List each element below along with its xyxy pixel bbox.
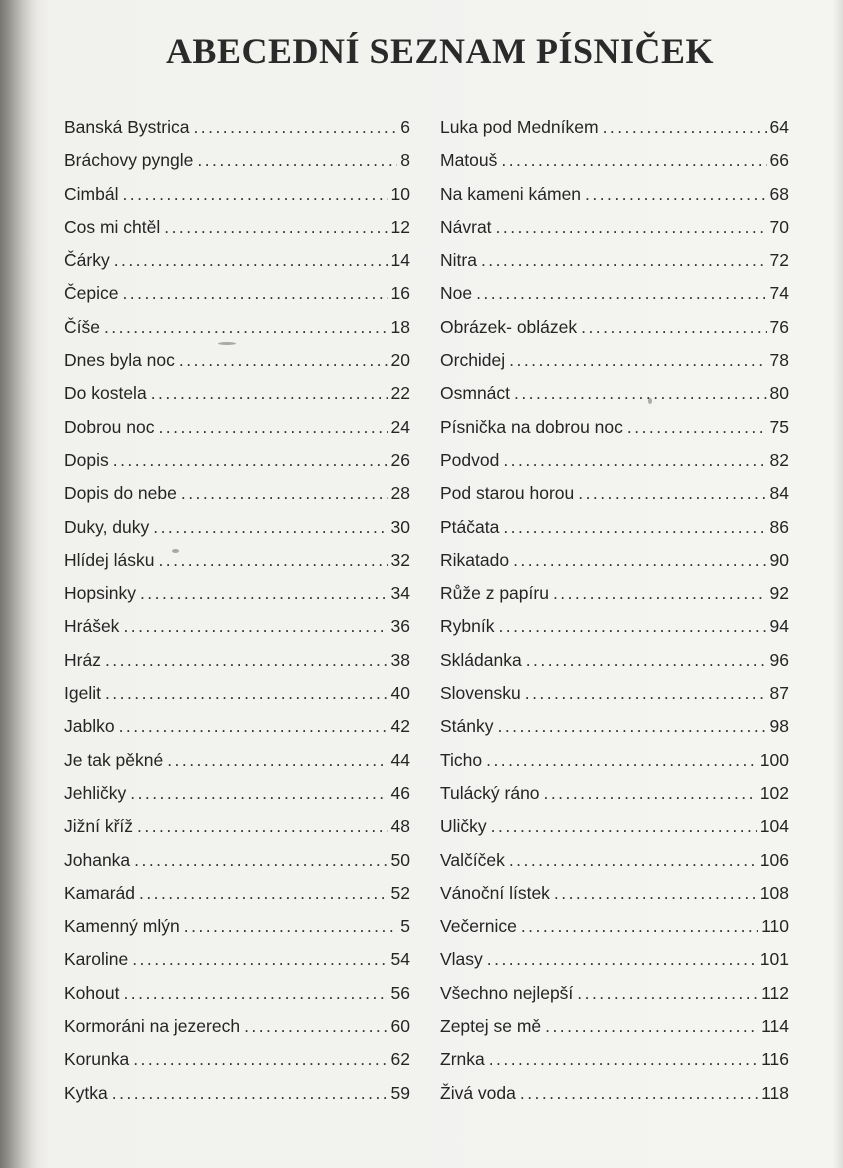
index-entry <box>64 383 410 416</box>
index-entry <box>64 483 410 516</box>
index-entry <box>440 816 789 849</box>
song-title: Banská Bystrica <box>64 117 190 137</box>
paper-speck <box>172 549 179 553</box>
page-number: 10 <box>390 183 410 204</box>
page-title: ABECEDNÍ SEZNAM PÍSNIČEK <box>165 31 715 71</box>
dot-leader <box>105 683 388 704</box>
page-number: 78 <box>769 350 789 371</box>
page-number: 48 <box>390 816 410 837</box>
dot-leader <box>585 184 766 205</box>
page-number: 8 <box>400 150 410 171</box>
song-title: Skládanka <box>440 649 522 670</box>
page-number: 64 <box>769 117 789 137</box>
dot-leader <box>123 983 387 1004</box>
song-title: Kytka <box>64 1082 108 1103</box>
index-entry <box>440 117 789 150</box>
page-number: 52 <box>390 882 410 903</box>
page-number: 72 <box>769 250 789 271</box>
song-title: Dnes byla noc <box>64 350 175 371</box>
song-title: Luka pod Medníkem <box>440 117 599 137</box>
song-title: Ptáčata <box>440 516 500 537</box>
song-title: Jehličky <box>64 782 127 803</box>
index-entry <box>64 983 410 1016</box>
dot-leader <box>489 1049 758 1070</box>
index-entry <box>64 816 410 849</box>
index-entry <box>64 916 410 949</box>
page-number: 26 <box>390 449 410 470</box>
song-title: Vlasy <box>440 949 483 970</box>
dot-leader <box>132 949 387 970</box>
dot-leader <box>153 517 387 538</box>
song-title: Kamarád <box>64 882 136 903</box>
page-number: 36 <box>390 616 410 637</box>
song-title: Rikatado <box>440 549 510 570</box>
index-entry <box>440 383 789 416</box>
song-title: Kohout <box>64 982 120 1003</box>
page-number: 76 <box>769 316 789 337</box>
song-title: Karoline <box>64 949 129 970</box>
song-title: Ticho <box>440 749 483 770</box>
index-entry <box>64 450 410 483</box>
page-number: 94 <box>769 616 789 637</box>
index-entry <box>64 883 410 916</box>
index-entry <box>440 450 789 483</box>
page-edge <box>833 0 843 1168</box>
song-title: Vánoční lístek <box>440 882 550 903</box>
index-entry <box>64 150 410 183</box>
index-entry <box>64 1016 410 1049</box>
dot-leader <box>577 983 758 1004</box>
page-number: 106 <box>759 849 789 870</box>
index-entry <box>64 650 410 683</box>
song-title: Podvod <box>440 449 500 470</box>
song-title: Dopis <box>64 449 109 470</box>
song-title: Obrázek- oblázek <box>440 316 578 337</box>
dot-leader <box>491 816 757 837</box>
dot-leader <box>498 616 766 637</box>
page-number: 80 <box>769 383 789 404</box>
song-title: Matouš <box>440 150 498 171</box>
song-title: Do kostela <box>64 383 147 404</box>
dot-leader <box>525 683 767 704</box>
page-number: 96 <box>769 649 789 670</box>
page-number: 62 <box>390 1049 410 1070</box>
page-number: 116 <box>761 1049 789 1070</box>
dot-leader <box>486 750 757 771</box>
page-number: 112 <box>761 982 789 1003</box>
song-title: Tulácký ráno <box>440 782 540 803</box>
index-entry <box>440 616 789 649</box>
dot-leader <box>134 850 387 871</box>
page-number: 22 <box>390 383 410 404</box>
index-entry <box>440 283 789 316</box>
page-number: 14 <box>390 250 410 271</box>
song-title: Jižní kříž <box>64 816 134 837</box>
dot-leader <box>481 250 767 271</box>
index-entry <box>440 783 789 816</box>
dot-leader <box>139 883 388 904</box>
index-entry <box>64 683 410 716</box>
song-title: Cos mi chtěl <box>64 216 161 237</box>
index-entry <box>64 750 410 783</box>
page-number: 16 <box>390 283 410 304</box>
dot-leader <box>578 483 766 504</box>
index-entry <box>440 683 789 716</box>
song-title: Živá voda <box>440 1082 516 1103</box>
page-number: 92 <box>769 583 789 604</box>
page-number: 66 <box>769 150 789 171</box>
index-entry <box>440 250 789 283</box>
index-entry <box>64 350 410 383</box>
song-title: Slovensku <box>440 683 521 704</box>
dot-leader <box>133 1049 387 1070</box>
page-number: 30 <box>390 516 410 537</box>
dot-leader <box>122 283 387 304</box>
dot-leader <box>179 350 388 371</box>
dot-leader <box>244 1016 387 1037</box>
index-entry <box>64 716 410 749</box>
index-entry <box>440 184 789 217</box>
dot-leader <box>105 650 388 671</box>
dot-leader <box>526 650 767 671</box>
index-entry <box>440 350 789 383</box>
song-title: Na kameni kámen <box>440 183 582 204</box>
song-title: Zrnka <box>440 1049 485 1070</box>
page-number: 12 <box>390 216 410 237</box>
dot-leader <box>151 383 388 404</box>
song-title: Návrat <box>440 216 492 237</box>
page-number: 100 <box>759 749 789 770</box>
index-entry <box>440 916 789 949</box>
index-entry <box>440 150 789 183</box>
dot-leader <box>503 450 766 471</box>
index-entry <box>440 417 789 450</box>
index-entry <box>440 550 789 583</box>
page-number: 60 <box>390 1016 410 1037</box>
index-entry <box>440 883 789 916</box>
page-number: 5 <box>400 916 410 937</box>
page-number: 102 <box>759 782 789 803</box>
page-number: 86 <box>769 516 789 537</box>
page-number: 20 <box>390 350 410 371</box>
index-entry <box>64 250 410 283</box>
dot-leader <box>581 317 766 338</box>
dot-leader <box>140 583 388 604</box>
song-title: Hopsinky <box>64 583 136 604</box>
song-title: Dopis do nebe <box>64 483 177 504</box>
page-number: 38 <box>390 649 410 670</box>
paper-speck <box>648 398 652 404</box>
dot-leader <box>487 949 757 970</box>
page-number: 114 <box>761 1016 789 1037</box>
dot-leader <box>514 383 767 404</box>
index-entry <box>440 317 789 350</box>
index-entry <box>440 583 789 616</box>
dot-leader <box>122 184 387 205</box>
page-number: 6 <box>400 117 410 137</box>
song-title: Hlídej lásku <box>64 549 155 570</box>
page-number: 18 <box>390 316 410 337</box>
index-entry <box>64 1049 410 1082</box>
song-title: Jablko <box>64 716 115 737</box>
dot-leader <box>113 450 388 471</box>
index-entry <box>440 949 789 982</box>
song-title: Čárky <box>64 250 110 271</box>
song-title: Stánky <box>440 716 494 737</box>
index-entry <box>440 1016 789 1049</box>
index-entry <box>64 184 410 217</box>
dot-leader <box>158 417 387 438</box>
index-entry <box>64 583 410 616</box>
index-entry <box>440 983 789 1016</box>
index-entry <box>64 283 410 316</box>
page-number: 56 <box>390 982 410 1003</box>
dot-leader <box>496 217 767 238</box>
song-title: Nitra <box>440 250 477 271</box>
page-number: 74 <box>769 283 789 304</box>
song-title: Písnička na dobrou noc <box>440 416 623 437</box>
dot-leader <box>503 517 766 538</box>
dot-leader <box>193 117 397 138</box>
dot-leader <box>119 716 388 737</box>
index-entry <box>64 217 410 250</box>
index-entry <box>64 850 410 883</box>
index-entry <box>64 1083 410 1116</box>
dot-leader <box>123 616 387 637</box>
page-number: 98 <box>769 716 789 737</box>
song-title: Orchidej <box>440 350 506 371</box>
page-number: 70 <box>769 216 789 237</box>
song-title: Cimbál <box>64 183 119 204</box>
page-number: 46 <box>390 782 410 803</box>
song-title: Večernice <box>440 916 517 937</box>
index-entry <box>440 750 789 783</box>
page-number: 44 <box>390 749 410 770</box>
paper-speck <box>218 342 236 345</box>
song-index-right-column <box>440 117 789 1116</box>
dot-leader <box>521 916 758 937</box>
dot-leader <box>104 317 388 338</box>
song-title: Valčíček <box>440 849 505 870</box>
page-number: 75 <box>769 416 789 437</box>
index-entry <box>440 517 789 550</box>
index-entry <box>64 317 410 350</box>
index-entry <box>440 1049 789 1082</box>
dot-leader <box>520 1083 758 1104</box>
song-title: Hráz <box>64 649 101 670</box>
dot-leader <box>603 117 767 138</box>
page-number: 68 <box>769 183 789 204</box>
song-title: Uličky <box>440 816 487 837</box>
index-entry <box>440 650 789 683</box>
dot-leader <box>184 916 398 937</box>
dot-leader <box>545 1016 758 1037</box>
song-title: Je tak pěkné <box>64 749 164 770</box>
dot-leader <box>509 850 757 871</box>
song-title: Duky, duky <box>64 516 150 537</box>
page-number: 42 <box>390 716 410 737</box>
song-title: Bráchovy pyngle <box>64 150 194 171</box>
dot-leader <box>167 750 387 771</box>
song-title: Číše <box>64 316 100 337</box>
song-title: Rybník <box>440 616 495 637</box>
page-number: 28 <box>390 483 410 504</box>
page-number: 82 <box>769 449 789 470</box>
index-entry <box>440 850 789 883</box>
dot-leader <box>158 550 387 571</box>
dot-leader <box>627 417 767 438</box>
page-number: 34 <box>390 583 410 604</box>
dot-leader <box>181 483 388 504</box>
dot-leader <box>553 583 767 604</box>
dot-leader <box>137 816 387 837</box>
index-entry <box>64 517 410 550</box>
page-number: 54 <box>390 949 410 970</box>
page-number: 110 <box>761 916 789 937</box>
dot-leader <box>509 350 766 371</box>
song-title: Noe <box>440 283 473 304</box>
dot-leader <box>164 217 387 238</box>
page-number: 87 <box>769 683 789 704</box>
song-title: Igelit <box>64 683 101 704</box>
song-title: Johanka <box>64 849 131 870</box>
index-entry <box>64 550 410 583</box>
song-title: Pod starou horou <box>440 483 575 504</box>
page-number: 32 <box>390 549 410 570</box>
song-title: Kormoráni na jezerech <box>64 1016 241 1037</box>
dot-leader <box>114 250 388 271</box>
song-title: Růže z papíru <box>440 583 549 604</box>
song-title: Kamenný mlýn <box>64 916 180 937</box>
index-entry <box>64 417 410 450</box>
index-entry <box>440 483 789 516</box>
song-title: Zeptej se mě <box>440 1016 542 1037</box>
dot-leader <box>501 150 766 171</box>
dot-leader <box>130 783 387 804</box>
page-number: 40 <box>390 683 410 704</box>
song-index-left-column <box>64 117 410 1116</box>
page-number: 50 <box>390 849 410 870</box>
song-title: Čepice <box>64 283 119 304</box>
page-number: 24 <box>390 416 410 437</box>
dot-leader <box>197 150 397 171</box>
song-title: Dobrou noc <box>64 416 155 437</box>
index-entry <box>440 217 789 250</box>
dot-leader <box>544 783 757 804</box>
page-number: 90 <box>769 549 789 570</box>
page-number: 84 <box>769 483 789 504</box>
index-entry <box>64 616 410 649</box>
page-number: 59 <box>390 1082 410 1103</box>
dot-leader <box>476 283 766 304</box>
song-title: Všechno nejlepší <box>440 982 574 1003</box>
index-entry <box>64 949 410 982</box>
index-entry <box>64 783 410 816</box>
index-entry <box>440 716 789 749</box>
dot-leader <box>554 883 757 904</box>
book-spine-shadow <box>0 0 38 1168</box>
dot-leader <box>112 1083 388 1104</box>
dot-leader <box>513 550 766 571</box>
index-entry <box>64 117 410 150</box>
dot-leader <box>498 716 767 737</box>
song-title: Korunka <box>64 1049 130 1070</box>
song-title: Hrášek <box>64 616 120 637</box>
page-number: 104 <box>759 816 789 837</box>
page-number: 118 <box>761 1082 789 1103</box>
song-title: Osmnáct <box>440 383 511 404</box>
page-number: 108 <box>759 882 789 903</box>
index-entry <box>440 1083 789 1116</box>
page-number: 101 <box>759 949 789 970</box>
